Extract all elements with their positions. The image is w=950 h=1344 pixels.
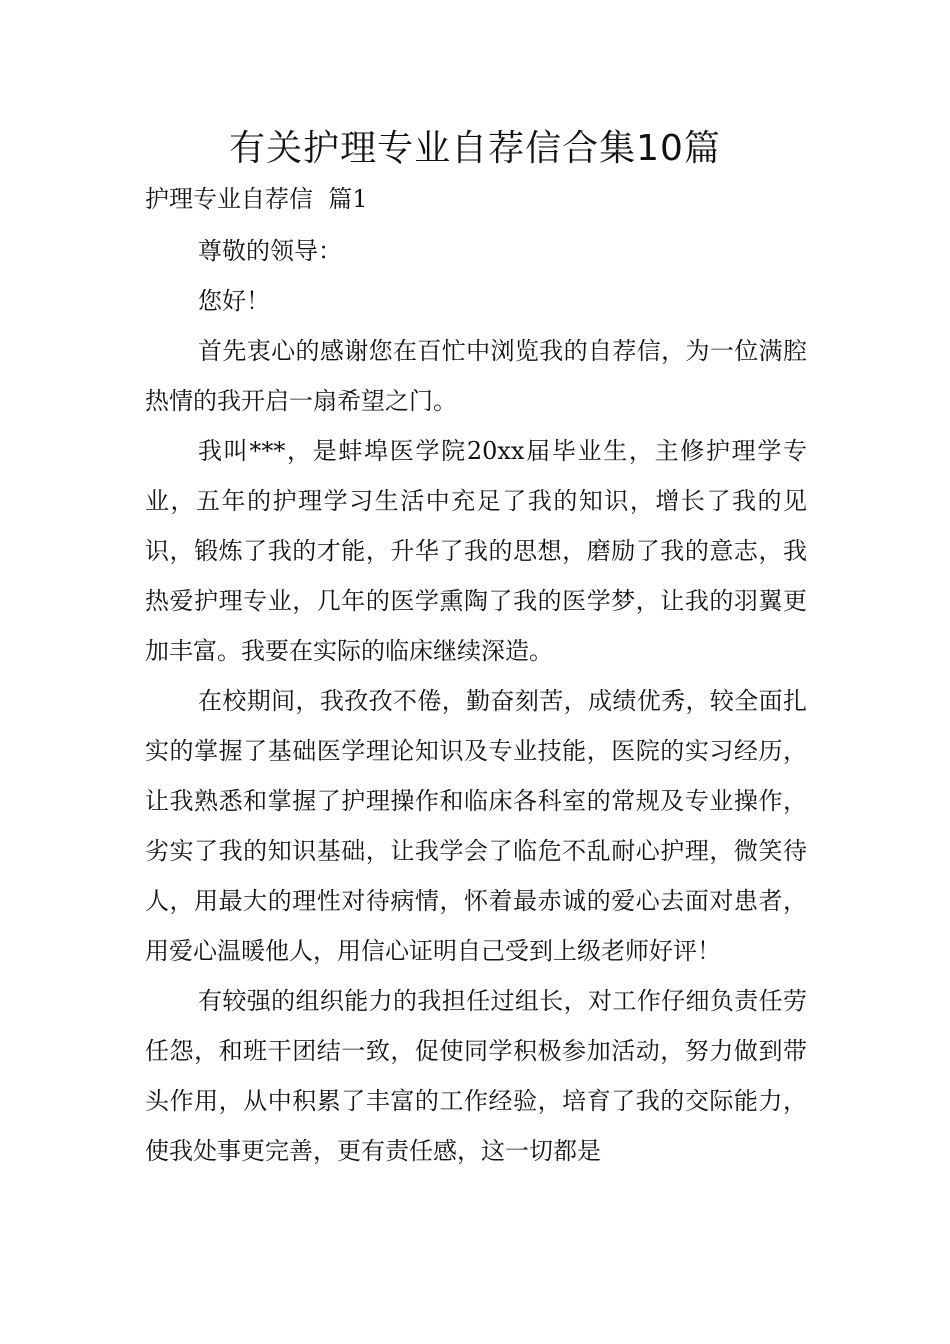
salutation: 尊敬的领导： xyxy=(198,237,342,265)
body-paragraph: 首先衷心的感谢您在百忙中浏览我的自荐信，为一位满腔热情的我开启一扇希望之门。 xyxy=(145,337,807,415)
document-body xyxy=(145,226,807,1176)
document-title: 有关护理专业自荐信合集10篇 xyxy=(229,128,721,169)
body-paragraph: 我叫***，是蚌埠医学院20xx届毕业生，主修护理学专业，五年的护理学习生活中充足了我的知识，增长了我的见识，锻炼了我的才能，升华了我的思想，磨励了我的意志，我热爱护理专业，几年的医学熏陶了我的医学梦，让我的羽翼更加丰富。我要在实际的临床继续深造。 xyxy=(145,437,807,665)
greeting: 您好！ xyxy=(198,287,270,315)
body-paragraph: 在校期间，我孜孜不倦，勤奋刻苦，成绩优秀，较全面扎实的掌握了基础医学理论知识及专业技能，医院的实习经历，让我熟悉和掌握了护理操作和临床各科室的常规及专业操作，劣实了我的知识基础，让我学会了临危不乱耐心护理，微笑待人，用最大的理性对待病情，怀着最赤诚的爱心去面对患者，用爱心温暖他人，用信心证明自己受到上级老师好评！ xyxy=(145,687,807,965)
section-heading: 护理专业自荐信 篇1 xyxy=(145,185,368,213)
body-paragraph: 有较强的组织能力的我担任过组长，对工作仔细负责任劳任怨，和班干团结一致，促使同学积极参加活动，努力做到带头作用，从中积累了丰富的工作经验，培育了我的交际能力，使我处事更完善，更有责任感，这一切都是 xyxy=(145,987,807,1165)
